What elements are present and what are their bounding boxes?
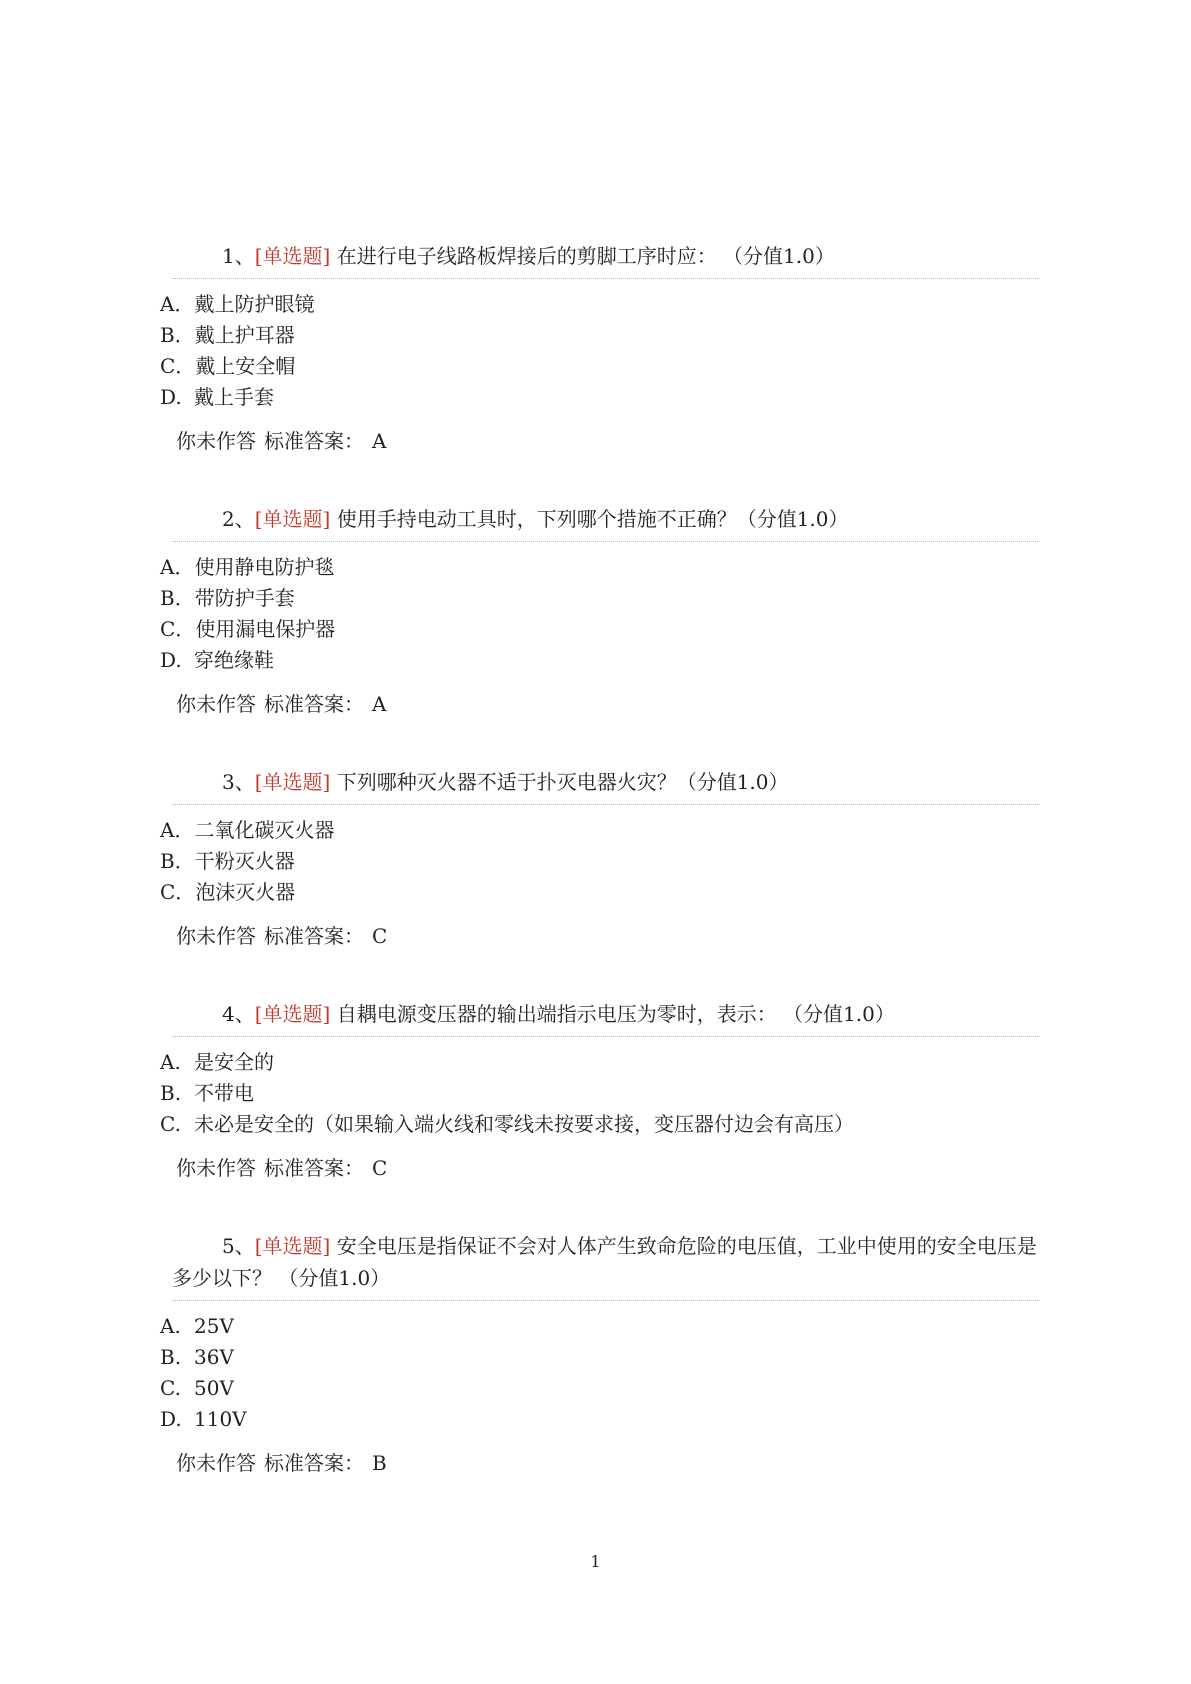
question-text: 在进行电子线路板焊接后的剪脚工序时应： （分值1.0） [330,244,835,268]
option-b [160,320,1040,351]
question-text: 安全电压是指保证不会对人体产生致命危险的电压值，工业中使用的安全电压是多少以下？ （分值1.0） [172,1234,1037,1290]
question-3 [160,766,1040,951]
option-text: 是安全的 [194,1050,274,1074]
option-b [160,1078,1040,1109]
answer-status: 你未作答 [176,1156,256,1180]
answer-value: C [372,1156,388,1180]
answer-value: A [372,429,387,453]
question-title [172,1230,1040,1294]
option-letter: A. [160,1050,181,1074]
answer-value: B [372,1451,387,1475]
question-text: 使用手持电动工具时，下列哪个措施不正确？（分值1.0） [330,507,849,531]
option-letter: B. [160,1081,182,1105]
option-text: 泡沫灭火器 [195,880,296,904]
option-a [160,1047,1040,1078]
answer-status: 你未作答 [176,924,256,948]
option-c [160,1373,1040,1404]
dotted-divider [172,804,1040,805]
question-type-tag: [单选题] [254,244,331,268]
option-c [160,614,1040,645]
answer-label: 标准答案： [264,924,364,948]
option-letter: C． [160,354,196,378]
option-letter: B． [160,586,195,610]
question-number: 1、 [222,244,255,268]
option-text: 未必是安全的（如果输入端火线和零线未按要求接，变压器付边会有高压） [194,1112,854,1136]
question-type-tag: [单选题] [254,507,331,531]
option-a [160,815,1040,846]
question-number: 4、 [222,1002,255,1026]
question-4 [160,998,1040,1183]
option-text: 二氧化碳灭火器 [194,818,335,842]
answer-status: 你未作答 [176,1451,256,1475]
option-text: 50V [194,1376,234,1400]
answer-line [176,1448,1040,1478]
option-letter: C． [160,880,196,904]
option-letter: B． [160,323,195,347]
option-letter: A． [160,555,195,579]
question-title [172,766,1040,798]
option-c [160,351,1040,382]
option-text: 干粉灭火器 [194,849,295,873]
answer-line [176,426,1040,456]
answer-status: 你未作答 [176,692,256,716]
option-letter: D. [160,385,182,409]
question-number: 2、 [222,507,255,531]
option-letter: A. [160,1314,181,1338]
answer-line [176,1153,1040,1183]
answer-value: C [372,924,388,948]
option-letter: D. [160,1407,182,1431]
answer-status: 你未作答 [176,429,256,453]
question-type-tag: [单选题] [254,770,331,794]
answer-line [176,689,1040,719]
option-letter: A． [160,818,195,842]
option-a [160,1311,1040,1342]
option-text: 戴上护耳器 [194,323,295,347]
option-d [160,1404,1040,1435]
question-5 [160,1230,1040,1478]
question-2 [160,503,1040,719]
option-b [160,846,1040,877]
option-text: 戴上安全帽 [195,354,296,378]
option-text: 戴上手套 [194,385,274,409]
option-text: 带防护手套 [194,586,295,610]
option-text: 穿绝缘鞋 [194,648,274,672]
option-b [160,1342,1040,1373]
answer-label: 标准答案： [264,692,364,716]
dotted-divider [172,1036,1040,1037]
answer-label: 标准答案： [264,429,364,453]
option-letter: A． [160,292,195,316]
option-text: 25V [194,1314,234,1338]
answer-line [176,921,1040,951]
option-text: 戴上防护眼镜 [194,292,315,316]
page-number: 1 [590,1552,601,1571]
question-1 [160,240,1040,456]
question-number: 5、 [222,1234,255,1258]
option-letter: C. [160,1112,181,1136]
option-text: 使用漏电保护器 [195,617,336,641]
option-text: 36V [194,1345,234,1369]
option-c [160,1109,1040,1140]
option-letter: B. [160,1345,182,1369]
option-c [160,877,1040,908]
option-letter: C． [160,617,196,641]
option-b [160,583,1040,614]
dotted-divider [172,1300,1040,1301]
option-letter: B． [160,849,195,873]
option-text: 不带电 [194,1081,254,1105]
answer-value: A [372,692,387,716]
option-text: 使用静电防护毯 [194,555,335,579]
question-title [172,998,1040,1030]
option-letter: C. [160,1376,181,1400]
question-title [172,240,1040,272]
dotted-divider [172,278,1040,279]
question-title [172,503,1040,535]
question-type-tag: [单选题] [254,1234,331,1258]
option-a [160,289,1040,320]
option-d [160,645,1040,676]
option-text: 110V [194,1407,247,1431]
answer-label: 标准答案： [264,1451,364,1475]
answer-label: 标准答案： [264,1156,364,1180]
option-a [160,552,1040,583]
question-number: 3、 [222,770,255,794]
dotted-divider [172,541,1040,542]
question-type-tag: [单选题] [254,1002,331,1026]
option-d [160,382,1040,413]
option-letter: D. [160,648,182,672]
question-text: 下列哪种灭火器不适于扑灭电器火灾？（分值1.0） [330,770,789,794]
question-text: 自耦电源变压器的输出端指示电压为零时，表示： （分值1.0） [330,1002,895,1026]
